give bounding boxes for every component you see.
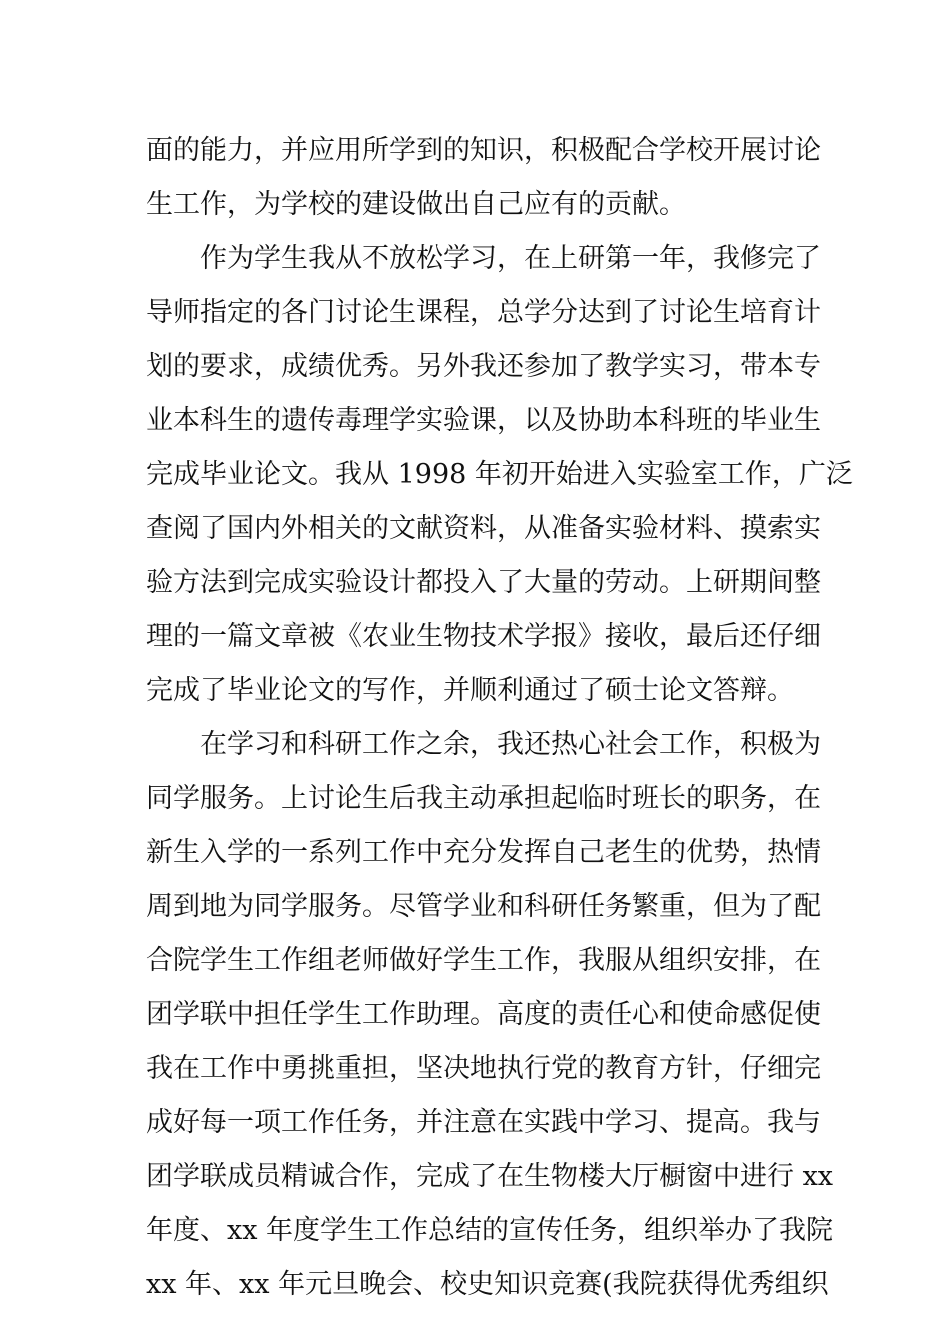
text-line: 完成了毕业论文的写作，并顺利通过了硕士论文答辩。 <box>146 675 794 706</box>
text-line: xx 年、xx 年元旦晚会、校史知识竞赛(我院获得优秀组织 <box>146 1269 829 1300</box>
text-line: 团学联成员精诚合作，完成了在生物楼大厅橱窗中进行 xx <box>146 1161 834 1192</box>
text-line: 合院学生工作组老师做好学生工作，我服从组织安排，在 <box>146 945 821 976</box>
text-line: 理的一篇文章被《农业生物技术学报》接收，最后还仔细 <box>146 621 821 652</box>
text-line: 团学联中担任学生工作助理。高度的责任心和使命感促使 <box>146 999 821 1030</box>
text-line: 导师指定的各门讨论生课程，总学分达到了讨论生培育计 <box>146 297 821 328</box>
text-line: 周到地为同学服务。尽管学业和科研任务繁重，但为了配 <box>146 891 821 922</box>
text-line: 查阅了国内外相关的文献资料，从准备实验材料、摸索实 <box>146 513 821 544</box>
text-line: 新生入学的一系列工作中充分发挥自己老生的优势，热情 <box>146 837 821 868</box>
text-line: 面的能力，并应用所学到的知识，积极配合学校开展讨论 <box>146 135 821 166</box>
text-line: 验方法到完成实验设计都投入了大量的劳动。上研期间整 <box>146 567 821 598</box>
text-line: 生工作，为学校的建设做出自己应有的贡献。 <box>146 189 686 220</box>
text-line: 同学服务。上讨论生后我主动承担起临时班长的职务，在 <box>146 783 821 814</box>
body-text <box>146 124 853 1312</box>
text-line: 完成毕业论文。我从 1998 年初开始进入实验室工作，广泛 <box>146 459 853 490</box>
text-line: 我在工作中勇挑重担，坚决地执行党的教育方针，仔细完 <box>146 1053 821 1084</box>
text-line: 划的要求，成绩优秀。另外我还参加了教学实习，带本专 <box>146 351 821 382</box>
text-line: 业本科生的遗传毒理学实验课，以及协助本科班的毕业生 <box>146 405 821 436</box>
paragraph-first-line: 在学习和科研工作之余，我还热心社会工作，积极为 <box>200 729 821 760</box>
text-line: 成好每一项工作任务，并注意在实践中学习、提高。我与 <box>146 1107 821 1138</box>
paragraph-first-line: 作为学生我从不放松学习，在上研第一年，我修完了 <box>200 243 821 274</box>
text-line: 年度、xx 年度学生工作总结的宣传任务，组织举办了我院 <box>146 1215 834 1246</box>
